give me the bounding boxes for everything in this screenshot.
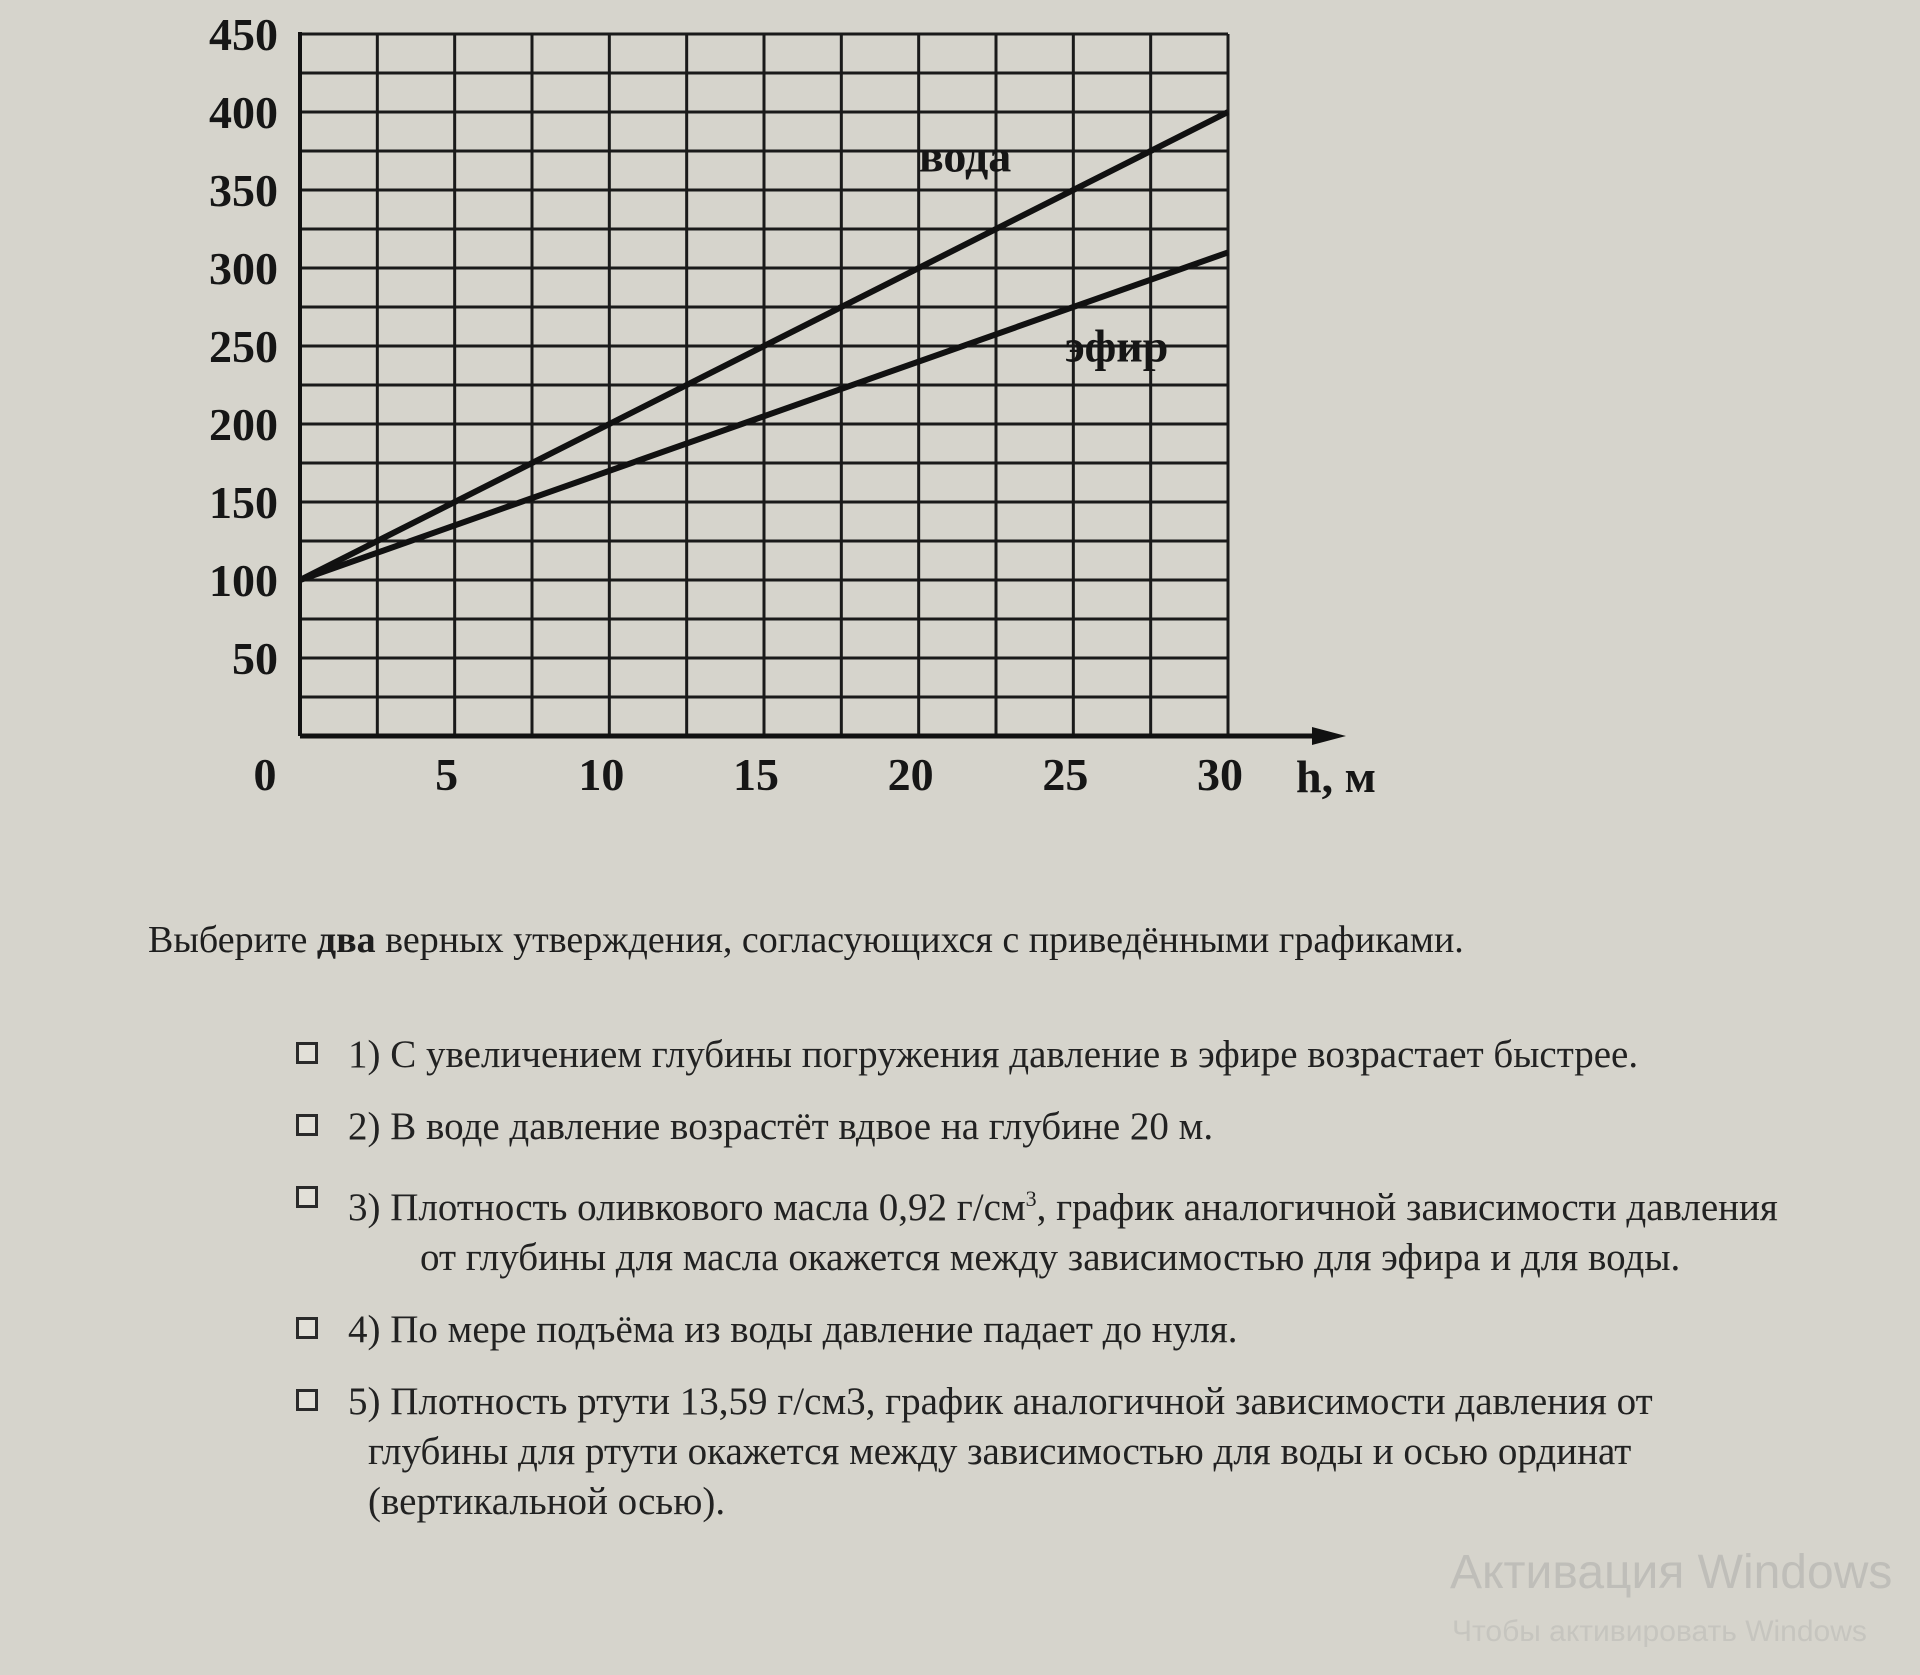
x-tick-label: 5 <box>435 749 459 800</box>
x-tick-label: 10 <box>578 749 625 800</box>
option-5-line-1: 5) Плотность ртути 13,59 г/см3, график аналогичной зависимости давления от <box>348 1380 1653 1423</box>
answer-options <box>296 1030 1862 1549</box>
x-tick-label: 25 <box>1042 749 1089 800</box>
option-5-line-2: глубины для ртути окажется между зависимостью для воды и осью ординат <box>368 1430 1632 1473</box>
windows-activation-watermark: Активация Windows <box>1450 1546 1893 1599</box>
series-label-1: вода <box>918 130 1012 182</box>
option-5-checkbox[interactable] <box>296 1389 318 1411</box>
y-tick-label: 250 <box>209 321 278 372</box>
x-tick-label: 0 <box>253 749 277 800</box>
y-tick-label: 200 <box>209 399 278 450</box>
y-tick-label: 400 <box>209 87 278 138</box>
prompt-start: Выберите <box>148 919 317 961</box>
option-3-checkbox[interactable] <box>296 1186 318 1208</box>
prompt-emphasis: два <box>316 919 376 961</box>
option-1-checkbox[interactable] <box>296 1042 318 1064</box>
y-tick-label: 350 <box>209 165 278 216</box>
y-tick-label: 300 <box>209 243 278 294</box>
option-5[interactable] <box>296 1377 1862 1527</box>
chart-axes <box>300 32 1346 745</box>
option-1-text: 1) С увеличением глубины погружения давление в эфире возрастает быстрее. <box>348 1033 1639 1076</box>
option-2-checkbox[interactable] <box>296 1114 318 1136</box>
windows-activation-subtitle: Чтобы активировать Windows <box>1452 1615 1867 1648</box>
option-3-text-b: , график аналогичной зависимости давления <box>1036 1186 1778 1229</box>
option-3-line-2: от глубины для масла окажется между зависимостью для эфира и для воды. <box>420 1236 1681 1279</box>
prompt-end: верных утверждения, согласующихся с приведёнными графиками. <box>375 919 1464 961</box>
series-label-2: эфир <box>1064 320 1169 372</box>
option-3-text-a: 3) Плотность оливкового масла 0,92 г/см <box>348 1186 1026 1229</box>
x-axis-arrowhead <box>1312 727 1346 745</box>
y-tick-label: 450 <box>209 9 278 60</box>
option-5-line-3: (вертикальной осью). <box>368 1480 726 1523</box>
option-4-text: 4) По мере подъёма из воды давление падает до нуля. <box>348 1308 1238 1351</box>
x-tick-label: 15 <box>733 749 779 800</box>
option-4[interactable] <box>296 1305 1862 1355</box>
x-tick-label: 30 <box>1197 749 1243 800</box>
option-3-superscript: 3 <box>1025 1186 1037 1211</box>
x-tick-label: 20 <box>887 749 934 800</box>
chart-grid <box>300 34 1228 736</box>
option-4-checkbox[interactable] <box>296 1317 318 1339</box>
y-tick-label: 150 <box>209 477 278 528</box>
option-1[interactable] <box>296 1030 1862 1080</box>
option-2[interactable] <box>296 1102 1862 1152</box>
option-3[interactable] <box>296 1174 1862 1283</box>
option-2-text: 2) В воде давление возрастёт вдвое на глубине 20 м. <box>348 1105 1214 1148</box>
option-3-line-1 <box>296 1174 1862 1233</box>
x-axis-title: h, м <box>1296 751 1376 802</box>
question-prompt <box>148 918 1464 962</box>
y-tick-label: 50 <box>232 633 278 684</box>
y-tick-label: 100 <box>209 555 278 606</box>
